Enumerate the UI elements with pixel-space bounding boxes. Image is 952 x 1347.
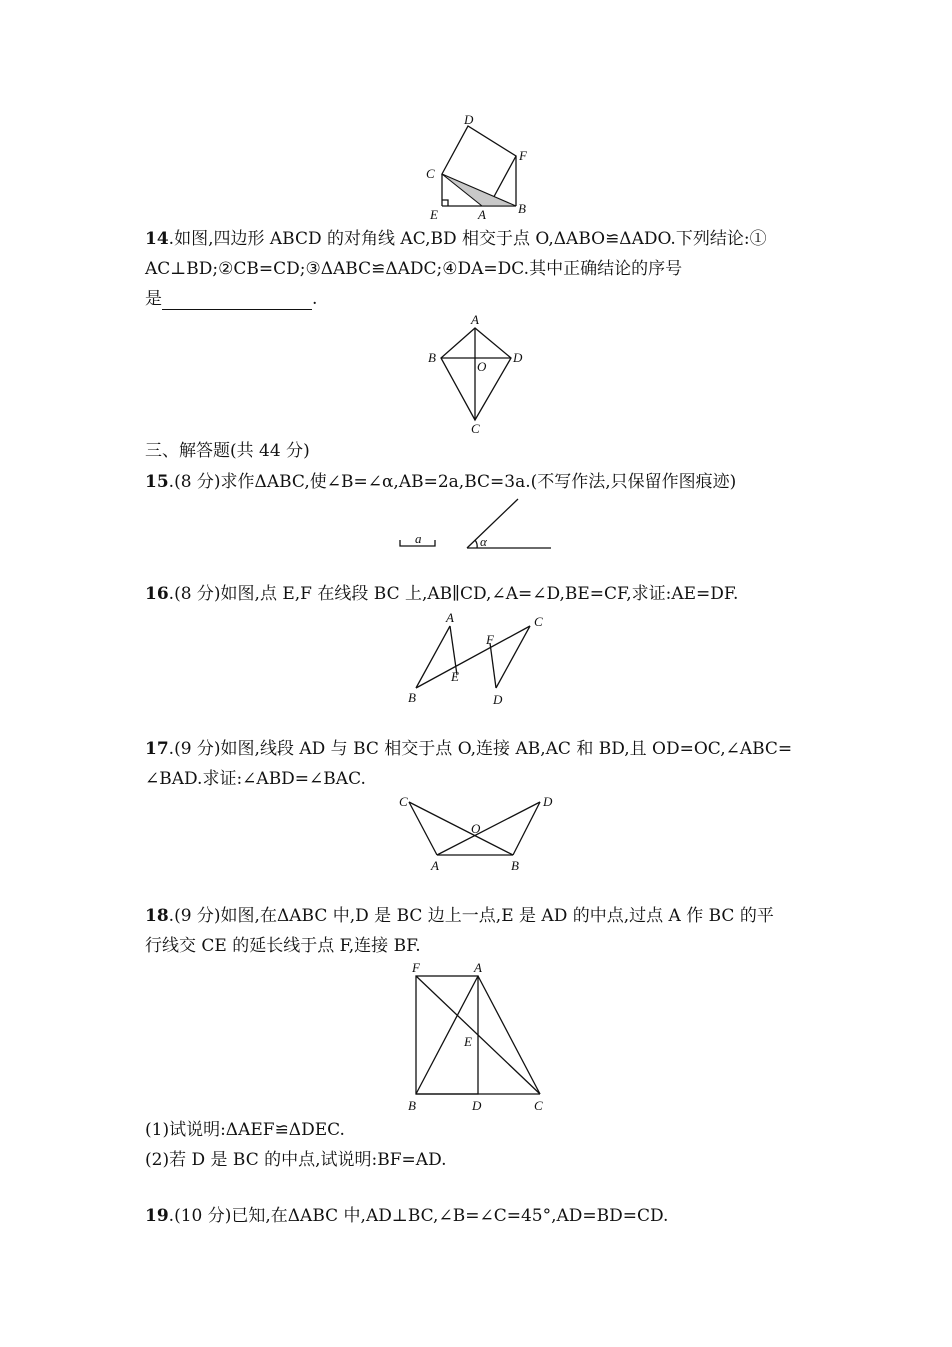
fig15-angle-side [467,499,518,548]
q14-line-2: AC⊥BD;②CB=CD;③ΔABC≌ΔADC;④DA=DC.其中正确结论的序号 [145,259,683,279]
q18-sub-1: (1)试说明:ΔAEF≌ΔDEC. [145,1120,345,1140]
fig16-label-b: B [408,690,416,705]
fig18-segment-ac [478,976,540,1094]
q18-sub-2: (2)若 D 是 BC 的中点,试说明:BF=AD. [145,1150,447,1170]
q17-line-1 [145,738,792,760]
q14-answer-suffix: . [312,289,318,309]
fig15-label-alpha: α [480,534,487,549]
fig18-label-f: F [412,960,420,975]
fig14-quadrilateral [441,328,511,420]
fig13-label-a: A [478,207,486,222]
section-3-title: 三、解答题(共 44 分) [145,441,310,461]
q19-number: 19 [145,1206,169,1226]
fig16-label-d: D [493,692,503,707]
q14-answer-blank[interactable] [162,293,312,310]
fig18-label-d: D [472,1098,482,1113]
q19-line [145,1205,668,1227]
fig16-label-f: F [486,632,494,647]
figure-q17 [395,792,565,877]
q18-text-1: .(9 分)如图,在ΔABC 中,D 是 BC 边上一点,E 是 AD 的中点,过点 A 作 BC 的平 [168,906,774,926]
figure-q15 [395,496,560,556]
q15-line [145,471,736,493]
fig18-label-b: B [408,1098,416,1113]
figure-q16 [400,608,560,708]
q15-number: 15 [145,472,169,492]
fig13-label-b: B [518,201,526,216]
q18-number: 18 [145,906,169,926]
figure-q13 [420,112,540,222]
fig14-label-c: C [471,421,480,436]
fig14-label-b: B [428,350,436,365]
q14-line-1 [145,228,767,250]
q18-line-2: 行线交 CE 的延长线于点 F,连接 BF. [145,936,421,956]
fig14-label-d: D [513,350,523,365]
q19-text: .(10 分)已知,在ΔABC 中,AD⊥BC,∠B=∠C=45°,AD=BD=CD. [168,1206,669,1226]
fig13-shaded-triangle [442,174,516,206]
q14-number: 14 [145,229,169,249]
fig13-label-c: C [426,166,435,181]
fig17-segment-db [513,802,540,855]
figure-q18 [400,958,560,1118]
q15-text: .(8 分)求作ΔABC,使∠B=∠α,AB=2a,BC=3a.(不写作法,只保留作图痕迹) [168,472,737,492]
fig16-label-a: A [446,610,454,625]
q17-number: 17 [145,739,169,759]
fig17-label-o: O [471,821,481,836]
q16-line [145,583,738,605]
fig16-label-e: E [451,669,459,684]
q14-text-1: .如图,四边形 ABCD 的对角线 AC,BD 相交于点 O,ΔABO≌ΔADO.下列结论:① [168,229,767,249]
fig17-label-b: B [511,858,519,873]
fig13-label-e: E [430,207,438,222]
q16-number: 16 [145,584,169,604]
fig17-segment-ca [409,802,437,855]
fig17-label-c: C [399,794,408,809]
q18-line-1 [145,905,774,927]
fig16-label-c: C [534,614,543,629]
q17-line-2: ∠BAD.求证:∠ABD=∠BAC. [145,769,366,789]
fig14-label-a: A [471,312,479,327]
fig18-label-c: C [534,1098,543,1113]
q14-line-3 [145,288,317,310]
fig17-label-a: A [431,858,439,873]
fig15-label-a: a [415,531,422,546]
fig13-label-d: D [464,112,474,127]
fig17-label-d: D [543,794,553,809]
fig17-segment-da [437,802,540,855]
fig18-label-e: E [464,1034,472,1049]
fig18-label-a: A [474,960,482,975]
fig16-segment-df [490,643,496,688]
q14-answer-prefix: 是 [145,289,162,309]
fig17-segment-cb [409,802,513,855]
q17-text-1: .(9 分)如图,线段 AD 与 BC 相交于点 O,连接 AB,AC 和 BD,且 OD=OC,∠ABC= [168,739,793,759]
fig13-right-angle-mark [442,200,448,206]
q16-text: .(8 分)如图,点 E,F 在线段 BC 上,AB∥CD,∠A=∠D,BE=CF,求证:AE=DF. [168,584,739,604]
figure-q14 [425,312,525,437]
fig15-angle-arc [475,540,477,548]
fig13-label-f: F [519,148,527,163]
fig14-label-o: O [477,359,487,374]
